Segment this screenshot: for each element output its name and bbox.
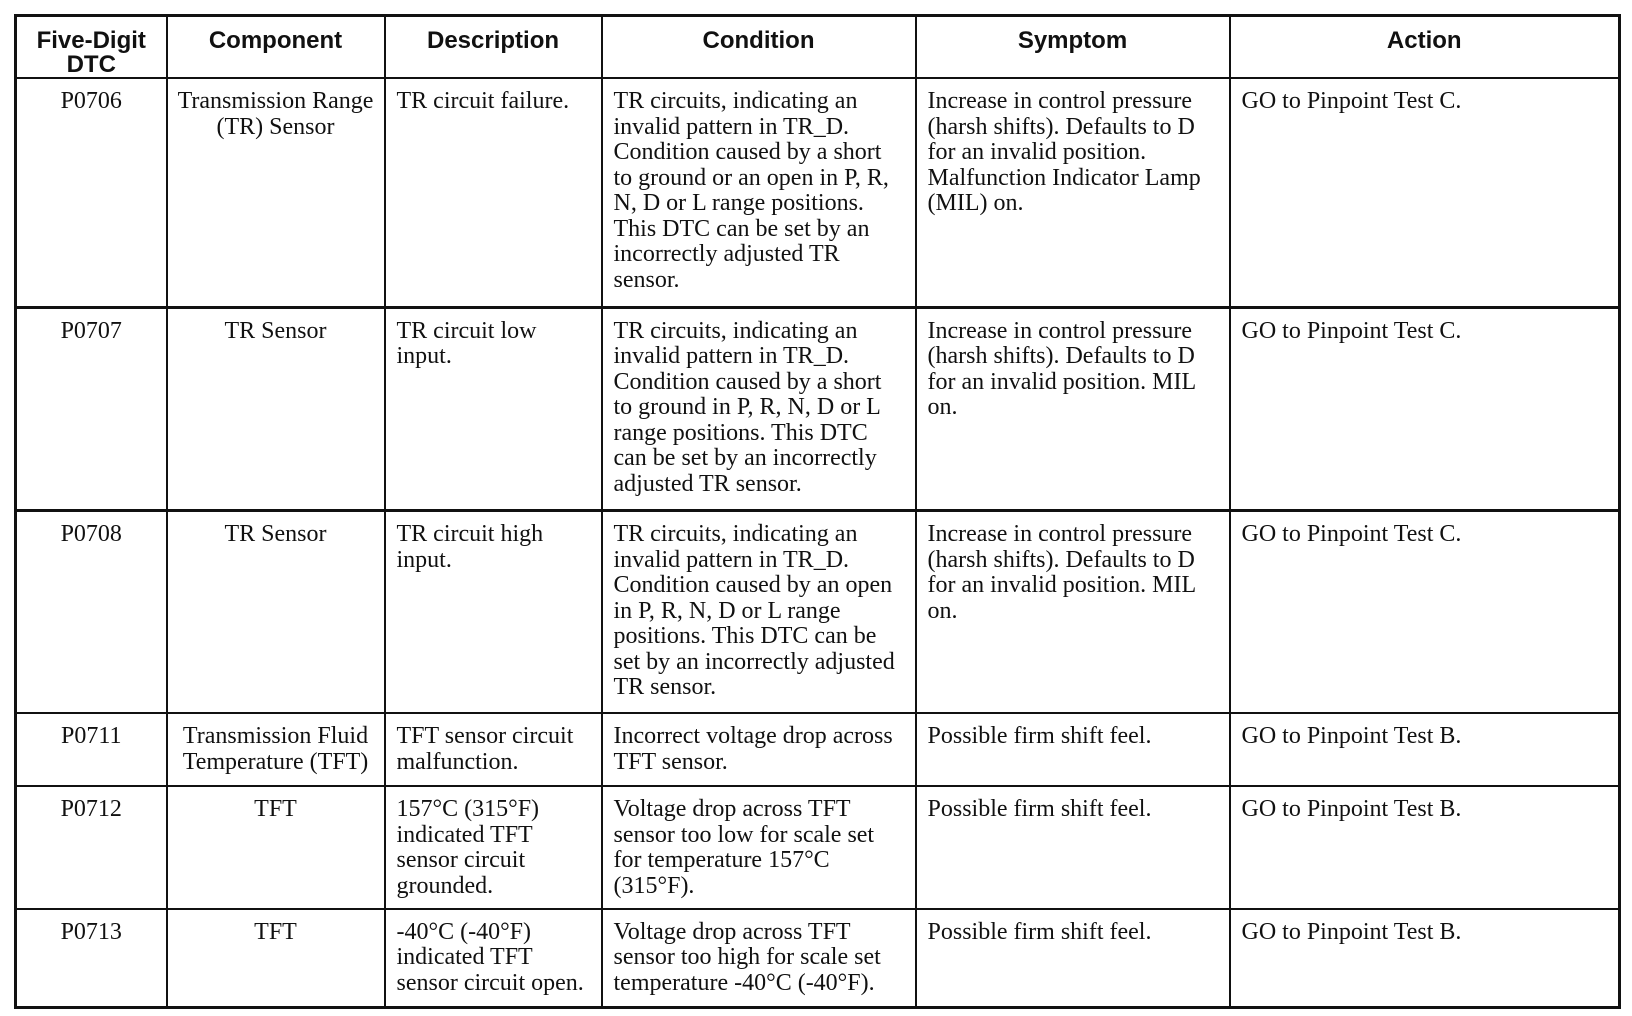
header-symptom: Symptom [916, 16, 1230, 79]
table-row [16, 909, 1620, 1008]
description-cell: -40°C (-40°F) indicated TFT sensor circuit open. [385, 909, 602, 1008]
header-action: Action [1230, 16, 1620, 79]
condition-cell: Voltage drop across TFT sensor too low for scale set for temperature 157°C (315°F). [602, 786, 916, 909]
dtc-code: P0707 [16, 307, 167, 510]
symptom-cell: Possible firm shift feel. [916, 713, 1230, 786]
action-cell: GO to Pinpoint Test C. [1230, 78, 1620, 307]
table-row [16, 307, 1620, 510]
action-cell: GO to Pinpoint Test B. [1230, 786, 1620, 909]
header-dtc-line2: DTC [66, 51, 116, 78]
description-cell: TR circuit failure. [385, 78, 602, 307]
dtc-code: P0712 [16, 786, 167, 909]
condition-cell: TR circuits, indicating an invalid pattern in TR_D. Condition caused by an open in P, R, N, D or L range positions. This DTC can be set by an incorrectly adjusted TR sensor. [602, 511, 916, 714]
table-row [16, 511, 1620, 714]
condition-cell: Voltage drop across TFT sensor too high for scale set temperature -40°C (-40°F). [602, 909, 916, 1008]
component-cell: TR Sensor [167, 307, 385, 510]
condition-cell: TR circuits, indicating an invalid pattern in TR_D. Condition caused by a short to ground or an open in P, R, N, D or L range positions. This DTC can be set by an incorrectly adjusted TR sensor. [602, 78, 916, 307]
component-cell: Transmission Range (TR) Sensor [167, 78, 385, 307]
component-cell: TFT [167, 786, 385, 909]
condition-cell: Incorrect voltage drop across TFT sensor. [602, 713, 916, 786]
dtc-code: P0713 [16, 909, 167, 1008]
symptom-cell: Increase in control pressure (harsh shifts). Defaults to D for an invalid position. MIL on. [916, 307, 1230, 510]
description-cell: TR circuit high input. [385, 511, 602, 714]
symptom-cell: Possible firm shift feel. [916, 909, 1230, 1008]
table-row [16, 786, 1620, 909]
table-header-row [16, 16, 1620, 79]
header-component: Component [167, 16, 385, 79]
condition-cell: TR circuits, indicating an invalid pattern in TR_D. Condition caused by a short to ground in P, R, N, D or L range positions. This DTC can be set by an incorrectly adjusted TR sensor. [602, 307, 916, 510]
header-description: Description [385, 16, 602, 79]
dtc-table [14, 14, 1621, 1009]
symptom-cell: Possible firm shift feel. [916, 786, 1230, 909]
component-cell: Transmission Fluid Temperature (TFT) [167, 713, 385, 786]
header-five-digit-dtc [16, 16, 167, 79]
action-cell: GO to Pinpoint Test B. [1230, 713, 1620, 786]
dtc-code: P0711 [16, 713, 167, 786]
description-cell: TFT sensor circuit malfunction. [385, 713, 602, 786]
description-cell: 157°C (315°F) indicated TFT sensor circuit grounded. [385, 786, 602, 909]
description-cell: TR circuit low input. [385, 307, 602, 510]
header-dtc-line1: Five-Digit [36, 27, 146, 54]
action-cell: GO to Pinpoint Test B. [1230, 909, 1620, 1008]
header-condition: Condition [602, 16, 916, 79]
table-row [16, 78, 1620, 307]
dtc-code: P0708 [16, 511, 167, 714]
action-cell: GO to Pinpoint Test C. [1230, 511, 1620, 714]
table-row [16, 713, 1620, 786]
component-cell: TR Sensor [167, 511, 385, 714]
action-cell: GO to Pinpoint Test C. [1230, 307, 1620, 510]
symptom-cell: Increase in control pressure (harsh shifts). Defaults to D for an invalid position. MIL on. [916, 511, 1230, 714]
symptom-cell: Increase in control pressure (harsh shifts). Defaults to D for an invalid position. Malfunction Indicator Lamp (MIL) on. [916, 78, 1230, 307]
component-cell: TFT [167, 909, 385, 1008]
dtc-code: P0706 [16, 78, 167, 307]
